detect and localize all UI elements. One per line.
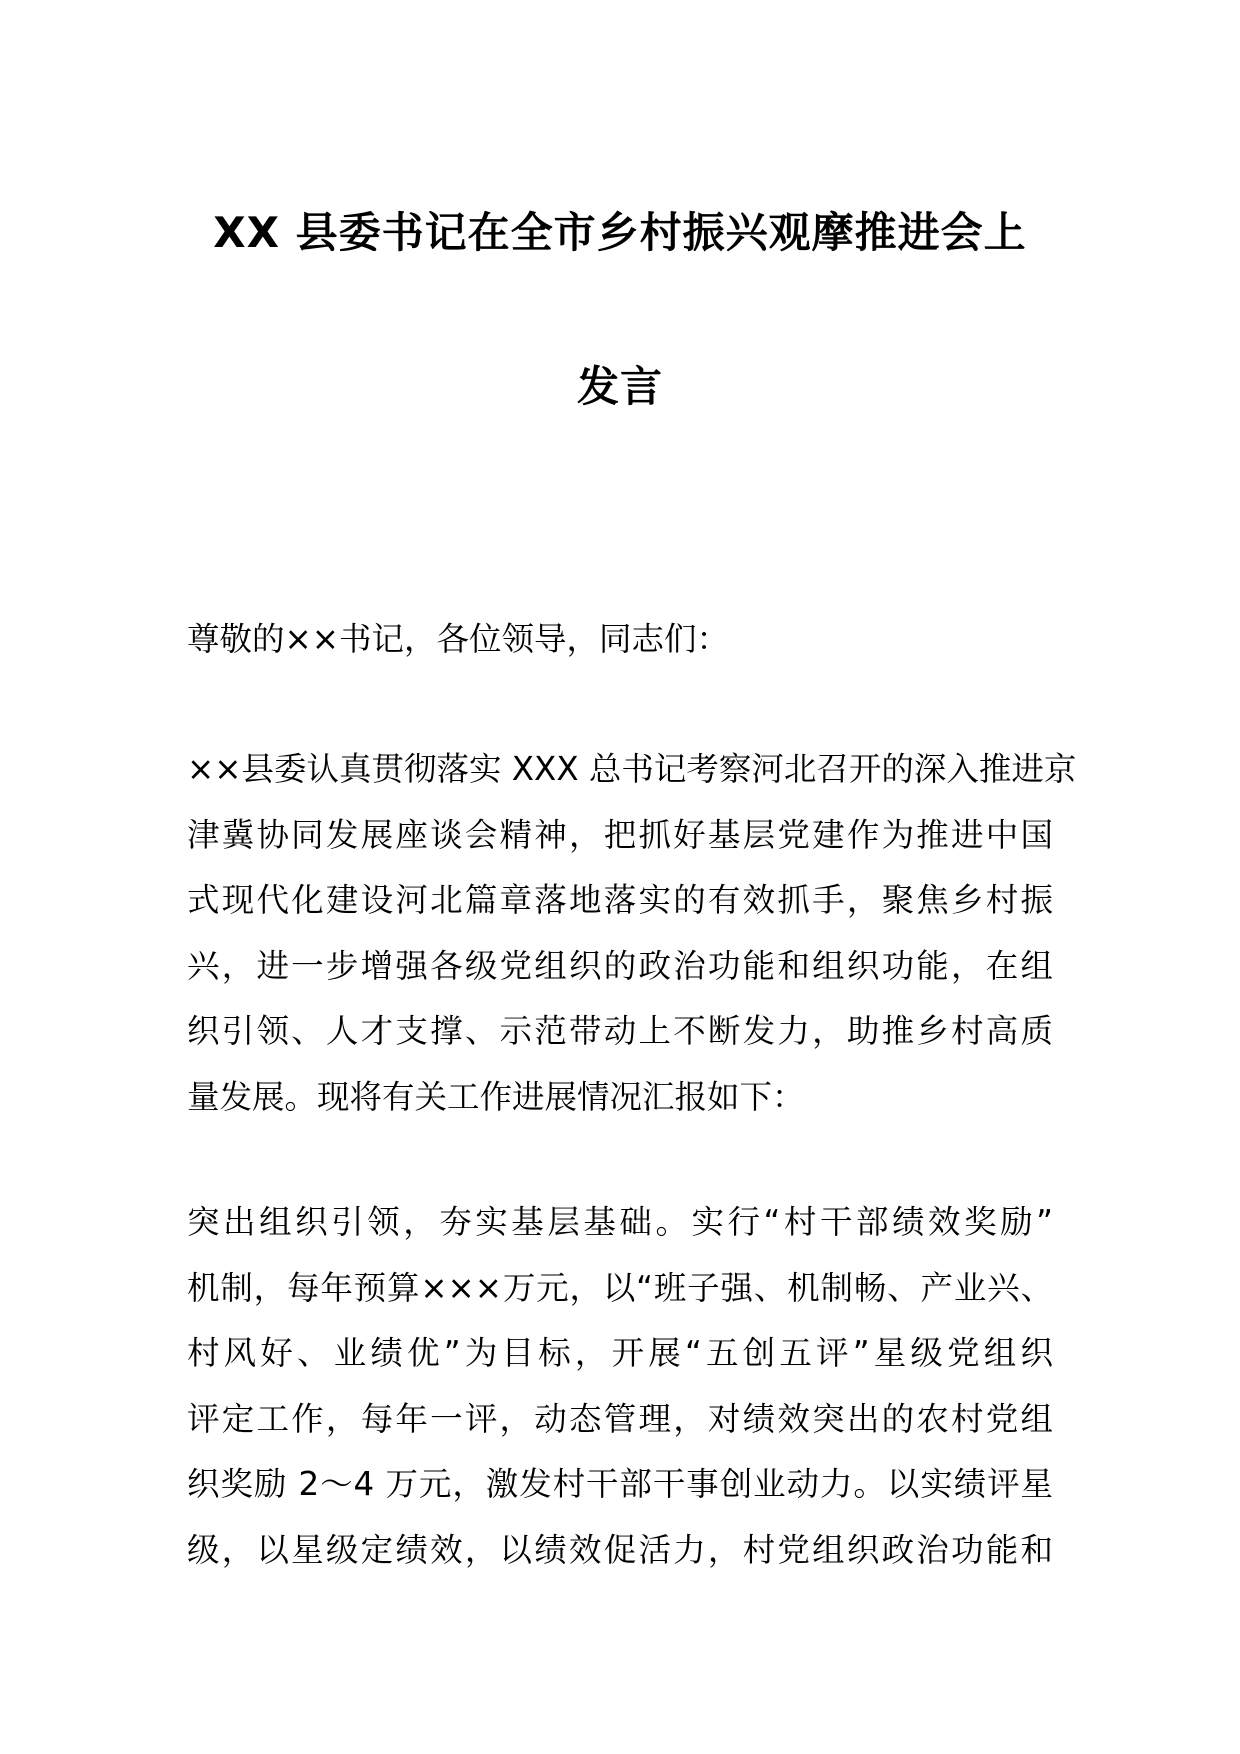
- salutation: [187, 607, 1053, 673]
- paragraph-line: 评定工作，每年一评，动态管理，对绩效突出的农村党组: [187, 1399, 1053, 1438]
- paragraph-line: 突出组织引领，夯实基层基础。实行“村干部绩效奖励”: [187, 1203, 1053, 1241]
- document-title-line-2: 发言: [576, 362, 663, 411]
- paragraph-line: 津冀协同发展座谈会精神，把抓好基层党建作为推进中国: [187, 815, 1053, 854]
- paragraph-2: [187, 1190, 1053, 1583]
- paragraph-line: ××县委认真贯彻落实 XXX 总书记考察河北召开的深入推进京: [187, 750, 1077, 788]
- paragraph-line: 织奖励 2～4 万元，激发村干部干事创业动力。以实绩评星: [187, 1465, 1053, 1503]
- paragraph-line: 村风好、业绩优”为目标，开展“五创五评”星级党组织: [187, 1334, 1053, 1372]
- document-title-line-1: XX 县委书记在全市乡村振兴观摩推进会上: [213, 208, 1027, 257]
- paragraph-1: [187, 737, 1077, 1130]
- paragraph-line: 级，以星级定绩效，以绩效促活力，村党组织政治功能和: [187, 1530, 1053, 1569]
- paragraph-line: 机制，每年预算×××万元，以“班子强、机制畅、产业兴、: [187, 1268, 1053, 1307]
- paragraph-line: 织引领、人才支撑、示范带动上不断发力，助推乡村高质: [187, 1012, 1053, 1050]
- salutation-text: 尊敬的××书记，各位领导，同志们：: [187, 620, 729, 658]
- paragraph-line: 式现代化建设河北篇章落地落实的有效抓手，聚焦乡村振: [187, 881, 1053, 919]
- paragraph-line: 量发展。现将有关工作进展情况汇报如下：: [187, 1077, 805, 1116]
- paragraph-line: 兴，进一步增强各级党组织的政治功能和组织功能，在组: [187, 946, 1053, 985]
